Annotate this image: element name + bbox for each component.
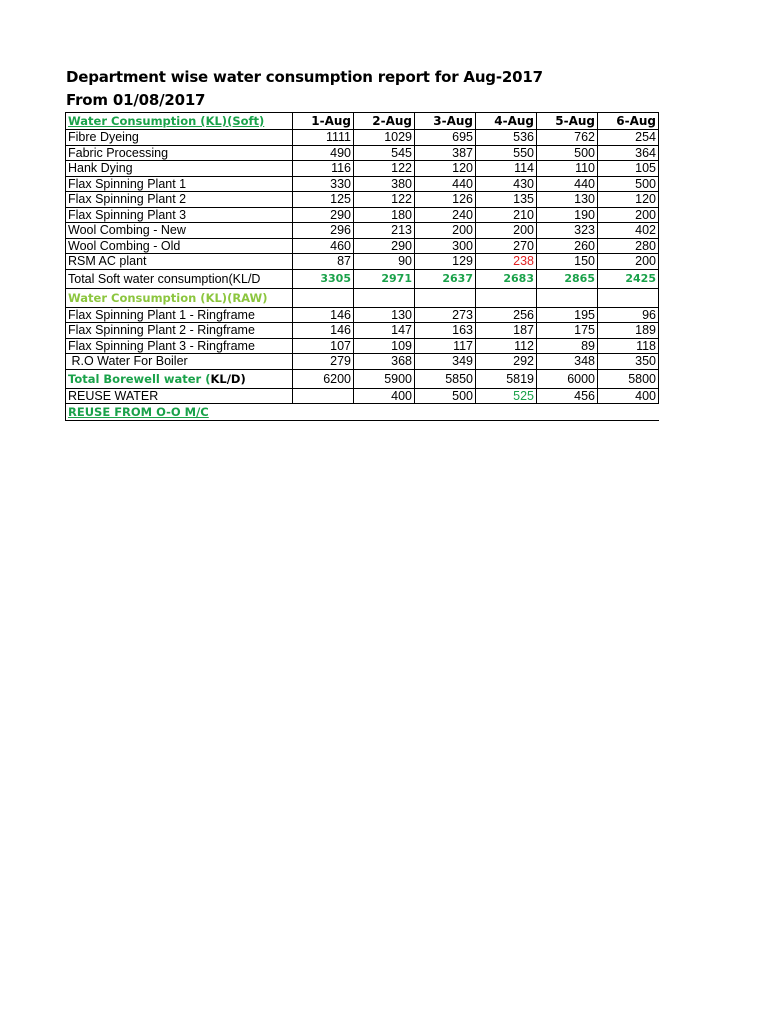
cell-value: 146 bbox=[293, 307, 354, 323]
report-title: Department wise water consumption report for Aug-2017 bbox=[66, 68, 543, 86]
cell-value: 368 bbox=[354, 354, 415, 370]
raw-header-row bbox=[66, 288, 659, 307]
cell-value: 273 bbox=[415, 307, 476, 323]
table-row bbox=[66, 323, 659, 339]
cell-value: 1111 bbox=[293, 130, 354, 146]
cell-value: 256 bbox=[476, 307, 537, 323]
cell-value bbox=[293, 388, 354, 404]
total-value: 3305 bbox=[293, 269, 354, 288]
cell-value: 150 bbox=[537, 254, 598, 270]
cell-value: 109 bbox=[354, 338, 415, 354]
cell-value: 187 bbox=[476, 323, 537, 339]
cell-value: 89 bbox=[537, 338, 598, 354]
cell-value: 279 bbox=[293, 354, 354, 370]
row-label: Wool Combing - New bbox=[66, 223, 293, 239]
cell-value: 240 bbox=[415, 207, 476, 223]
cell-value: 440 bbox=[415, 176, 476, 192]
cell-value: 292 bbox=[476, 354, 537, 370]
cell-value: 350 bbox=[598, 354, 659, 370]
cell-value: 195 bbox=[537, 307, 598, 323]
cell-value: 400 bbox=[598, 388, 659, 404]
cell-value: 122 bbox=[354, 161, 415, 177]
cell-value: 254 bbox=[598, 130, 659, 146]
cell-value: 323 bbox=[537, 223, 598, 239]
cell-value: 348 bbox=[537, 354, 598, 370]
raw-section-header: Water Consumption (KL)(RAW) bbox=[68, 290, 268, 305]
soft-total-row bbox=[66, 269, 659, 288]
row-label: Total Soft water consumption(KL/D bbox=[66, 269, 293, 288]
cell-value: 87 bbox=[293, 254, 354, 270]
cell-value: 96 bbox=[598, 307, 659, 323]
cell-value: 200 bbox=[598, 254, 659, 270]
cell-value: 117 bbox=[415, 338, 476, 354]
borewell-label bbox=[66, 369, 293, 388]
table-row bbox=[66, 254, 659, 270]
row-label: Wool Combing - Old bbox=[66, 238, 293, 254]
borewell-total-row bbox=[66, 369, 659, 388]
header-row bbox=[66, 113, 659, 130]
table-row bbox=[66, 176, 659, 192]
total-value: 2971 bbox=[354, 269, 415, 288]
day-header: 2-Aug bbox=[354, 113, 415, 130]
table-row bbox=[66, 354, 659, 370]
cell-value: 260 bbox=[537, 238, 598, 254]
cell-value: 300 bbox=[415, 238, 476, 254]
cell-value: 400 bbox=[354, 388, 415, 404]
cell-value: 163 bbox=[415, 323, 476, 339]
cell-value: 105 bbox=[598, 161, 659, 177]
cell-value: 110 bbox=[537, 161, 598, 177]
total-value: 2425 bbox=[598, 269, 659, 288]
cell-value: 296 bbox=[293, 223, 354, 239]
cell-value: 120 bbox=[415, 161, 476, 177]
row-label: Flax Spinning Plant 2 bbox=[66, 192, 293, 208]
cell-value: 146 bbox=[293, 323, 354, 339]
cell-value: 180 bbox=[354, 207, 415, 223]
cell-value: 129 bbox=[415, 254, 476, 270]
day-header: 4-Aug bbox=[476, 113, 537, 130]
cell-value: 130 bbox=[354, 307, 415, 323]
row-label: REUSE WATER bbox=[66, 388, 293, 404]
borewell-label-unit: KL/D) bbox=[210, 371, 246, 386]
table-row bbox=[66, 223, 659, 239]
cell-value: 190 bbox=[537, 207, 598, 223]
cell-value: 5850 bbox=[415, 369, 476, 388]
consumption-table bbox=[65, 112, 659, 421]
cell-value: 270 bbox=[476, 238, 537, 254]
cell-value: 290 bbox=[354, 238, 415, 254]
cell-value: 130 bbox=[537, 192, 598, 208]
day-header: 1-Aug bbox=[293, 113, 354, 130]
table-row bbox=[66, 145, 659, 161]
table-row bbox=[66, 307, 659, 323]
cell-value: 6000 bbox=[537, 369, 598, 388]
table-row bbox=[66, 338, 659, 354]
reuse-from-label: REUSE FROM O-O M/C bbox=[68, 405, 209, 419]
cell-value: 280 bbox=[598, 238, 659, 254]
day-header: 3-Aug bbox=[415, 113, 476, 130]
cell-value: 120 bbox=[598, 192, 659, 208]
cell-value: 200 bbox=[476, 223, 537, 239]
cell-value: 189 bbox=[598, 323, 659, 339]
cell-value-highlight: 238 bbox=[476, 254, 537, 270]
cell-value: 6200 bbox=[293, 369, 354, 388]
table-row bbox=[66, 192, 659, 208]
cell-value: 364 bbox=[598, 145, 659, 161]
cell-value: 500 bbox=[598, 176, 659, 192]
cell-value: 112 bbox=[476, 338, 537, 354]
cell-value: 175 bbox=[537, 323, 598, 339]
cell-value: 695 bbox=[415, 130, 476, 146]
cell-value: 5800 bbox=[598, 369, 659, 388]
cell-value: 387 bbox=[415, 145, 476, 161]
total-value: 2865 bbox=[537, 269, 598, 288]
cell-value: 402 bbox=[598, 223, 659, 239]
cell-value: 290 bbox=[293, 207, 354, 223]
total-value: 2637 bbox=[415, 269, 476, 288]
table-row bbox=[66, 207, 659, 223]
cell-value: 349 bbox=[415, 354, 476, 370]
cell-value: 430 bbox=[476, 176, 537, 192]
cell-value: 500 bbox=[415, 388, 476, 404]
cell-value: 125 bbox=[293, 192, 354, 208]
cell-value: 90 bbox=[354, 254, 415, 270]
cell-value: 126 bbox=[415, 192, 476, 208]
cell-value: 1029 bbox=[354, 130, 415, 146]
cell-value-highlight: 525 bbox=[476, 388, 537, 404]
cell-value: 200 bbox=[598, 207, 659, 223]
cell-value: 380 bbox=[354, 176, 415, 192]
cell-value: 330 bbox=[293, 176, 354, 192]
cell-value: 200 bbox=[415, 223, 476, 239]
table-row bbox=[66, 130, 659, 146]
report-subtitle: From 01/08/2017 bbox=[66, 91, 206, 109]
row-label: Fibre Dyeing bbox=[66, 130, 293, 146]
cell-value: 210 bbox=[476, 207, 537, 223]
day-header: 6-Aug bbox=[598, 113, 659, 130]
cell-value: 762 bbox=[537, 130, 598, 146]
cell-value: 536 bbox=[476, 130, 537, 146]
cell-value: 490 bbox=[293, 145, 354, 161]
cell-value: 460 bbox=[293, 238, 354, 254]
cell-value: 5900 bbox=[354, 369, 415, 388]
cell-value: 545 bbox=[354, 145, 415, 161]
cell-value: 107 bbox=[293, 338, 354, 354]
row-label: Fabric Processing bbox=[66, 145, 293, 161]
row-label: Flax Spinning Plant 1 bbox=[66, 176, 293, 192]
row-label: Flax Spinning Plant 1 - Ringframe bbox=[66, 307, 293, 323]
soft-section-header: Water Consumption (KL)(Soft) bbox=[68, 114, 265, 128]
cell-value: 550 bbox=[476, 145, 537, 161]
cell-value: 118 bbox=[598, 338, 659, 354]
cell-value: 135 bbox=[476, 192, 537, 208]
table-row bbox=[66, 161, 659, 177]
cell-value: 122 bbox=[354, 192, 415, 208]
cell-value: 440 bbox=[537, 176, 598, 192]
table-row bbox=[66, 238, 659, 254]
cell-value: 114 bbox=[476, 161, 537, 177]
day-header: 5-Aug bbox=[537, 113, 598, 130]
row-label: R.O Water For Boiler bbox=[66, 354, 293, 370]
cell-value: 213 bbox=[354, 223, 415, 239]
row-label: Flax Spinning Plant 2 - Ringframe bbox=[66, 323, 293, 339]
cell-value: 116 bbox=[293, 161, 354, 177]
row-label: RSM AC plant bbox=[66, 254, 293, 270]
cell-value: 500 bbox=[537, 145, 598, 161]
reuse-row bbox=[66, 388, 659, 404]
row-label: Hank Dying bbox=[66, 161, 293, 177]
cell-value: 5819 bbox=[476, 369, 537, 388]
total-value: 2683 bbox=[476, 269, 537, 288]
borewell-label-green: Total Borewell water ( bbox=[68, 371, 211, 386]
reuse-from-row bbox=[66, 404, 659, 421]
cell-value: 456 bbox=[537, 388, 598, 404]
row-label: Flax Spinning Plant 3 - Ringframe bbox=[66, 338, 293, 354]
row-label: Flax Spinning Plant 3 bbox=[66, 207, 293, 223]
cell-value: 147 bbox=[354, 323, 415, 339]
